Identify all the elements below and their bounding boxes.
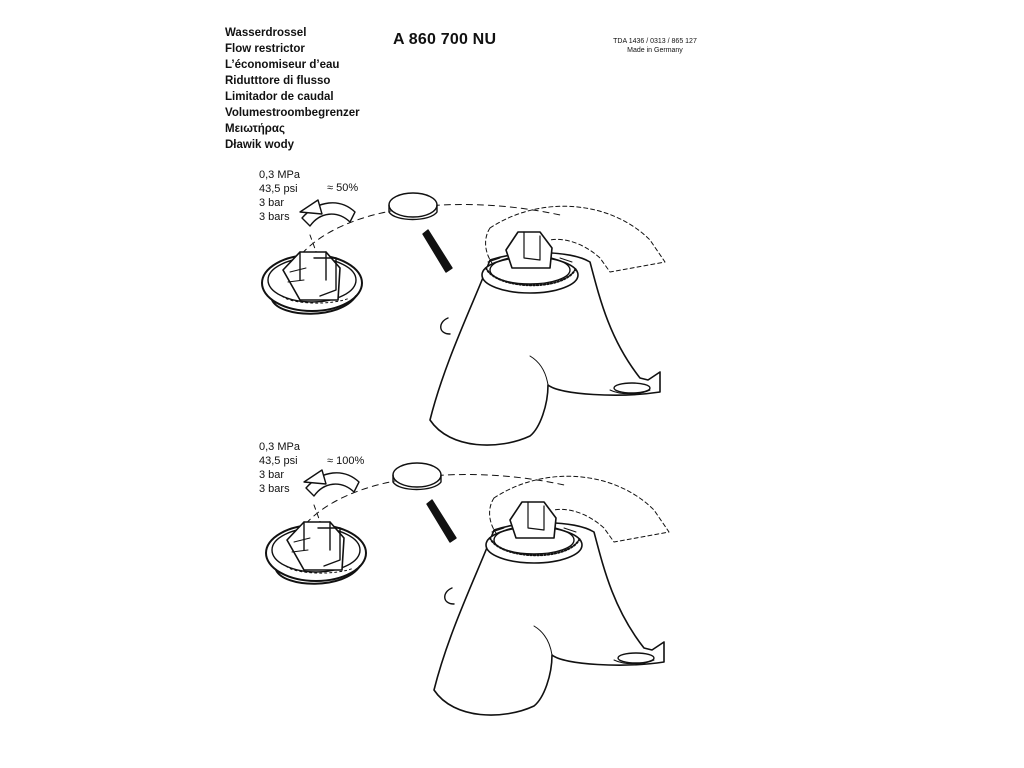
title-nl: Volumestroombegrenzer: [225, 107, 360, 119]
title-fr: L’économiseur d’eau: [225, 59, 340, 71]
product-code: A 860 700 NU: [393, 31, 497, 48]
title-de: Wasserdrossel: [225, 27, 307, 39]
panel-top-illustration: [262, 193, 665, 445]
flow-rate-top: ≈ 50%: [327, 182, 359, 194]
spec-pressure-mpa: 0,3 MPa: [259, 169, 300, 181]
title-pl: Dławik wody: [225, 139, 295, 151]
spec-pressure-bars: 3 bars: [259, 211, 290, 223]
spec-pressure-mpa: 0,3 MPa: [259, 441, 300, 453]
spec-pressure-bars: 3 bars: [259, 483, 290, 495]
title-el: Μειωτήρας: [225, 123, 285, 135]
made-in-label: Made in Germany: [627, 47, 683, 54]
spec-pressure-psi: 43,5 psi: [259, 455, 298, 467]
spec-pressure-bar: 3 bar: [259, 469, 285, 481]
title-en: Flow restrictor: [225, 43, 305, 55]
panel-bottom-illustration: [266, 463, 669, 715]
title-it: Ridutttore di flusso: [225, 75, 331, 87]
doc-reference: TDA 1436 / 0313 / 865 127: [613, 38, 697, 45]
title-es: Limitador de caudal: [225, 91, 334, 103]
flow-rate-bottom: ≈ 100%: [327, 455, 365, 467]
spec-pressure-psi: 43,5 psi: [259, 183, 298, 195]
spec-pressure-bar: 3 bar: [259, 197, 285, 209]
